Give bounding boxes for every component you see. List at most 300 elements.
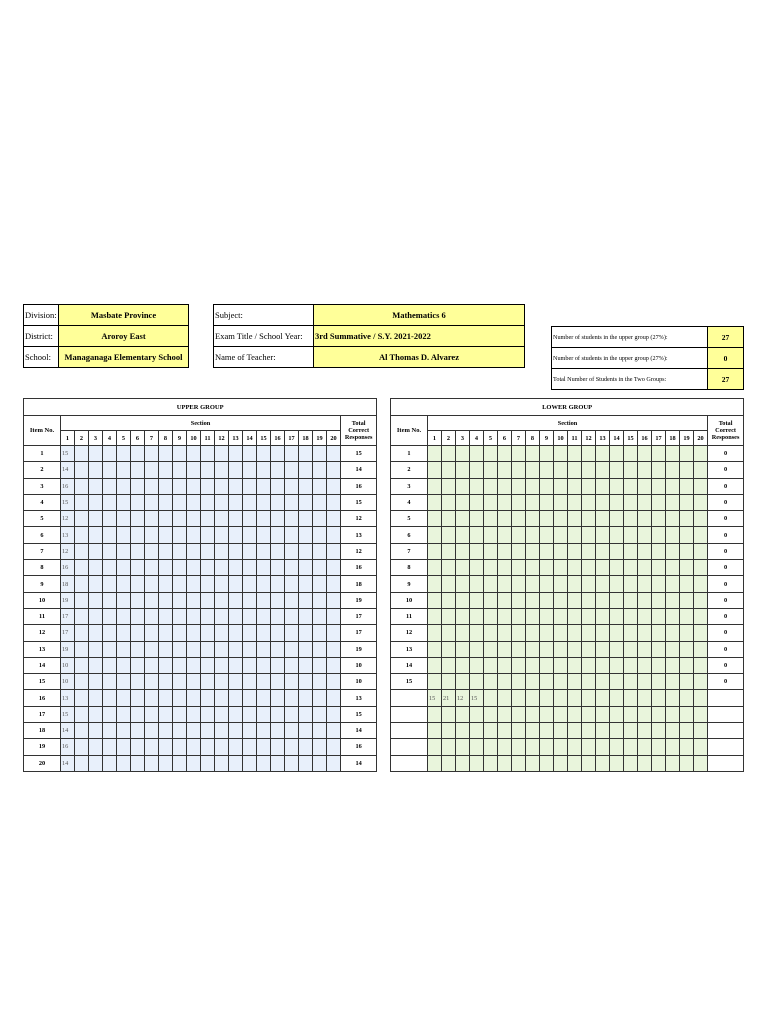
response-cell[interactable] xyxy=(554,641,568,657)
response-cell[interactable] xyxy=(428,527,442,543)
response-cell[interactable] xyxy=(442,674,456,690)
response-cell[interactable] xyxy=(470,527,484,543)
response-cell[interactable] xyxy=(201,706,215,722)
response-cell[interactable] xyxy=(498,755,512,771)
response-cell[interactable] xyxy=(568,739,582,755)
response-cell[interactable] xyxy=(117,625,131,641)
response-cell[interactable] xyxy=(694,592,708,608)
response-cell[interactable] xyxy=(89,674,103,690)
response-cell[interactable] xyxy=(652,560,666,576)
response-cell[interactable] xyxy=(624,462,638,478)
response-cell[interactable] xyxy=(313,511,327,527)
response-cell[interactable] xyxy=(201,657,215,673)
response-cell[interactable] xyxy=(554,576,568,592)
response-cell[interactable] xyxy=(652,462,666,478)
response-cell[interactable] xyxy=(229,446,243,462)
response-cell[interactable] xyxy=(540,478,554,494)
response-cell[interactable] xyxy=(215,494,229,510)
response-cell[interactable] xyxy=(442,608,456,624)
response-cell[interactable] xyxy=(666,706,680,722)
response-cell[interactable] xyxy=(526,739,540,755)
response-cell[interactable] xyxy=(666,657,680,673)
response-cell[interactable] xyxy=(299,592,313,608)
response-cell[interactable] xyxy=(680,446,694,462)
response-cell[interactable] xyxy=(484,608,498,624)
response-cell[interactable] xyxy=(313,560,327,576)
response-cell[interactable] xyxy=(271,592,285,608)
response-cell[interactable] xyxy=(271,739,285,755)
response-cell[interactable] xyxy=(554,608,568,624)
response-cell[interactable] xyxy=(442,543,456,559)
response-cell[interactable]: 13 xyxy=(61,690,75,706)
response-cell[interactable] xyxy=(145,608,159,624)
response-cell[interactable] xyxy=(582,576,596,592)
response-cell[interactable] xyxy=(103,608,117,624)
response-cell[interactable] xyxy=(257,494,271,510)
response-cell[interactable] xyxy=(638,674,652,690)
response-cell[interactable] xyxy=(596,723,610,739)
response-cell[interactable] xyxy=(75,755,89,771)
response-cell[interactable] xyxy=(159,608,173,624)
response-cell[interactable] xyxy=(610,690,624,706)
response-cell[interactable] xyxy=(173,739,187,755)
district-value[interactable]: Aroroy East xyxy=(59,326,189,347)
response-cell[interactable] xyxy=(526,690,540,706)
response-cell[interactable] xyxy=(327,446,341,462)
response-cell[interactable] xyxy=(652,641,666,657)
response-cell[interactable] xyxy=(285,706,299,722)
response-cell[interactable] xyxy=(327,674,341,690)
response-cell[interactable] xyxy=(624,625,638,641)
response-cell[interactable] xyxy=(638,706,652,722)
response-cell[interactable] xyxy=(299,608,313,624)
response-cell[interactable] xyxy=(257,625,271,641)
response-cell[interactable] xyxy=(131,543,145,559)
response-cell[interactable] xyxy=(610,446,624,462)
response-cell[interactable] xyxy=(512,494,526,510)
response-cell[interactable] xyxy=(498,543,512,559)
response-cell[interactable] xyxy=(75,478,89,494)
response-cell[interactable] xyxy=(145,527,159,543)
response-cell[interactable] xyxy=(159,494,173,510)
response-cell[interactable] xyxy=(638,446,652,462)
response-cell[interactable] xyxy=(117,739,131,755)
response-cell[interactable] xyxy=(680,576,694,592)
response-cell[interactable] xyxy=(243,527,257,543)
response-cell[interactable] xyxy=(624,478,638,494)
response-cell[interactable] xyxy=(229,511,243,527)
response-cell[interactable] xyxy=(582,592,596,608)
response-cell[interactable] xyxy=(145,462,159,478)
response-cell[interactable] xyxy=(285,511,299,527)
response-cell[interactable] xyxy=(638,739,652,755)
response-cell[interactable] xyxy=(313,608,327,624)
response-cell[interactable] xyxy=(680,511,694,527)
response-cell[interactable] xyxy=(327,641,341,657)
response-cell[interactable] xyxy=(470,723,484,739)
response-cell[interactable] xyxy=(666,478,680,494)
response-cell[interactable] xyxy=(638,478,652,494)
response-cell[interactable] xyxy=(243,706,257,722)
response-cell[interactable] xyxy=(624,723,638,739)
response-cell[interactable] xyxy=(229,560,243,576)
response-cell[interactable] xyxy=(243,723,257,739)
response-cell[interactable] xyxy=(215,674,229,690)
response-cell[interactable] xyxy=(666,494,680,510)
response-cell[interactable] xyxy=(271,674,285,690)
response-cell[interactable] xyxy=(568,511,582,527)
response-cell[interactable] xyxy=(243,592,257,608)
response-cell[interactable] xyxy=(201,641,215,657)
response-cell[interactable] xyxy=(201,446,215,462)
response-cell[interactable] xyxy=(596,527,610,543)
response-cell[interactable] xyxy=(512,608,526,624)
response-cell[interactable] xyxy=(285,739,299,755)
response-cell[interactable] xyxy=(215,706,229,722)
response-cell[interactable] xyxy=(131,625,145,641)
response-cell[interactable] xyxy=(568,560,582,576)
response-cell[interactable] xyxy=(103,723,117,739)
response-cell[interactable] xyxy=(512,625,526,641)
response-cell[interactable] xyxy=(442,755,456,771)
response-cell[interactable] xyxy=(103,494,117,510)
response-cell[interactable] xyxy=(285,462,299,478)
response-cell[interactable] xyxy=(428,494,442,510)
response-cell[interactable]: 14 xyxy=(61,755,75,771)
response-cell[interactable] xyxy=(243,674,257,690)
response-cell[interactable] xyxy=(299,527,313,543)
response-cell[interactable] xyxy=(610,723,624,739)
response-cell[interactable] xyxy=(159,543,173,559)
response-cell[interactable] xyxy=(526,641,540,657)
response-cell[interactable] xyxy=(327,739,341,755)
response-cell[interactable] xyxy=(187,494,201,510)
response-cell[interactable] xyxy=(271,625,285,641)
response-cell[interactable] xyxy=(131,755,145,771)
response-cell[interactable] xyxy=(652,755,666,771)
response-cell[interactable] xyxy=(596,592,610,608)
response-cell[interactable] xyxy=(299,674,313,690)
response-cell[interactable] xyxy=(229,478,243,494)
response-cell[interactable] xyxy=(484,592,498,608)
response-cell[interactable] xyxy=(624,706,638,722)
response-cell[interactable] xyxy=(313,478,327,494)
response-cell[interactable] xyxy=(299,478,313,494)
response-cell[interactable] xyxy=(638,511,652,527)
response-cell[interactable] xyxy=(89,608,103,624)
response-cell[interactable] xyxy=(327,706,341,722)
response-cell[interactable] xyxy=(596,446,610,462)
response-cell[interactable] xyxy=(540,592,554,608)
response-cell[interactable] xyxy=(229,706,243,722)
response-cell[interactable] xyxy=(215,560,229,576)
response-cell[interactable] xyxy=(568,674,582,690)
response-cell[interactable] xyxy=(442,511,456,527)
response-cell[interactable] xyxy=(187,674,201,690)
response-cell[interactable] xyxy=(327,657,341,673)
response-cell[interactable] xyxy=(257,641,271,657)
response-cell[interactable] xyxy=(484,690,498,706)
response-cell[interactable] xyxy=(117,592,131,608)
response-cell[interactable] xyxy=(75,723,89,739)
response-cell[interactable] xyxy=(512,576,526,592)
response-cell[interactable] xyxy=(131,494,145,510)
response-cell[interactable] xyxy=(131,511,145,527)
response-cell[interactable] xyxy=(680,560,694,576)
response-cell[interactable] xyxy=(145,706,159,722)
response-cell[interactable] xyxy=(568,576,582,592)
response-cell[interactable] xyxy=(103,478,117,494)
response-cell[interactable] xyxy=(313,723,327,739)
response-cell[interactable] xyxy=(313,755,327,771)
response-cell[interactable] xyxy=(75,494,89,510)
response-cell[interactable] xyxy=(75,576,89,592)
response-cell[interactable] xyxy=(526,657,540,673)
response-cell[interactable] xyxy=(428,543,442,559)
response-cell[interactable] xyxy=(299,755,313,771)
response-cell[interactable] xyxy=(285,446,299,462)
response-cell[interactable] xyxy=(442,527,456,543)
response-cell[interactable] xyxy=(271,446,285,462)
response-cell[interactable] xyxy=(540,690,554,706)
response-cell[interactable] xyxy=(554,511,568,527)
response-cell[interactable] xyxy=(470,560,484,576)
response-cell[interactable] xyxy=(610,494,624,510)
response-cell[interactable] xyxy=(428,560,442,576)
response-cell[interactable] xyxy=(285,608,299,624)
response-cell[interactable] xyxy=(470,657,484,673)
response-cell[interactable] xyxy=(159,462,173,478)
response-cell[interactable] xyxy=(131,657,145,673)
response-cell[interactable] xyxy=(666,462,680,478)
response-cell[interactable] xyxy=(638,462,652,478)
response-cell[interactable] xyxy=(187,739,201,755)
response-cell[interactable] xyxy=(173,462,187,478)
response-cell[interactable] xyxy=(498,560,512,576)
response-cell[interactable] xyxy=(456,494,470,510)
response-cell[interactable] xyxy=(103,674,117,690)
response-cell[interactable] xyxy=(117,576,131,592)
response-cell[interactable]: 19 xyxy=(61,641,75,657)
response-cell[interactable] xyxy=(271,560,285,576)
response-cell[interactable] xyxy=(568,690,582,706)
response-cell[interactable] xyxy=(582,739,596,755)
response-cell[interactable] xyxy=(694,446,708,462)
response-cell[interactable] xyxy=(103,527,117,543)
response-cell[interactable] xyxy=(512,462,526,478)
response-cell[interactable] xyxy=(313,592,327,608)
response-cell[interactable] xyxy=(173,706,187,722)
response-cell[interactable] xyxy=(243,690,257,706)
response-cell[interactable] xyxy=(145,494,159,510)
response-cell[interactable] xyxy=(694,576,708,592)
response-cell[interactable] xyxy=(201,755,215,771)
response-cell[interactable] xyxy=(652,625,666,641)
response-cell[interactable] xyxy=(568,706,582,722)
response-cell[interactable] xyxy=(582,462,596,478)
response-cell[interactable] xyxy=(243,462,257,478)
response-cell[interactable] xyxy=(498,657,512,673)
response-cell[interactable] xyxy=(75,625,89,641)
response-cell[interactable] xyxy=(173,494,187,510)
response-cell[interactable] xyxy=(428,657,442,673)
response-cell[interactable] xyxy=(666,592,680,608)
response-cell[interactable] xyxy=(694,494,708,510)
response-cell[interactable] xyxy=(131,576,145,592)
response-cell[interactable] xyxy=(215,723,229,739)
response-cell[interactable] xyxy=(299,494,313,510)
response-cell[interactable] xyxy=(299,641,313,657)
response-cell[interactable] xyxy=(582,527,596,543)
response-cell[interactable] xyxy=(215,755,229,771)
response-cell[interactable] xyxy=(554,657,568,673)
response-cell[interactable] xyxy=(201,560,215,576)
response-cell[interactable] xyxy=(299,706,313,722)
response-cell[interactable] xyxy=(89,511,103,527)
response-cell[interactable] xyxy=(652,446,666,462)
response-cell[interactable] xyxy=(327,723,341,739)
response-cell[interactable] xyxy=(554,560,568,576)
response-cell[interactable]: 15 xyxy=(470,690,484,706)
response-cell[interactable] xyxy=(428,446,442,462)
response-cell[interactable] xyxy=(243,446,257,462)
response-cell[interactable] xyxy=(484,576,498,592)
response-cell[interactable] xyxy=(484,723,498,739)
response-cell[interactable] xyxy=(638,527,652,543)
response-cell[interactable] xyxy=(285,543,299,559)
response-cell[interactable] xyxy=(187,592,201,608)
response-cell[interactable] xyxy=(215,625,229,641)
response-cell[interactable] xyxy=(610,543,624,559)
response-cell[interactable] xyxy=(526,706,540,722)
response-cell[interactable] xyxy=(89,690,103,706)
response-cell[interactable] xyxy=(327,608,341,624)
response-cell[interactable] xyxy=(694,560,708,576)
response-cell[interactable] xyxy=(117,511,131,527)
response-cell[interactable] xyxy=(512,690,526,706)
response-cell[interactable] xyxy=(638,641,652,657)
response-cell[interactable] xyxy=(610,706,624,722)
response-cell[interactable] xyxy=(145,511,159,527)
response-cell[interactable] xyxy=(456,462,470,478)
response-cell[interactable] xyxy=(243,478,257,494)
response-cell[interactable] xyxy=(540,674,554,690)
response-cell[interactable] xyxy=(75,511,89,527)
response-cell[interactable] xyxy=(484,674,498,690)
response-cell[interactable] xyxy=(498,739,512,755)
response-cell[interactable] xyxy=(554,478,568,494)
response-cell[interactable] xyxy=(484,446,498,462)
response-cell[interactable] xyxy=(456,446,470,462)
response-cell[interactable] xyxy=(187,446,201,462)
response-cell[interactable]: 16 xyxy=(61,739,75,755)
response-cell[interactable]: 12 xyxy=(61,511,75,527)
response-cell[interactable] xyxy=(187,755,201,771)
response-cell[interactable] xyxy=(470,446,484,462)
response-cell[interactable] xyxy=(540,527,554,543)
subject-value[interactable]: Mathematics 6 xyxy=(314,305,525,326)
response-cell[interactable] xyxy=(173,674,187,690)
response-cell[interactable]: 15 xyxy=(61,706,75,722)
response-cell[interactable]: 17 xyxy=(61,608,75,624)
response-cell[interactable] xyxy=(313,625,327,641)
response-cell[interactable] xyxy=(554,674,568,690)
response-cell[interactable] xyxy=(470,739,484,755)
response-cell[interactable]: 17 xyxy=(61,625,75,641)
response-cell[interactable] xyxy=(173,560,187,576)
response-cell[interactable] xyxy=(75,608,89,624)
response-cell[interactable] xyxy=(596,543,610,559)
response-cell[interactable] xyxy=(666,723,680,739)
response-cell[interactable] xyxy=(666,576,680,592)
response-cell[interactable] xyxy=(428,462,442,478)
stats-value[interactable]: 27 xyxy=(708,327,744,348)
response-cell[interactable] xyxy=(173,723,187,739)
response-cell[interactable] xyxy=(484,706,498,722)
response-cell[interactable] xyxy=(582,723,596,739)
response-cell[interactable] xyxy=(540,576,554,592)
response-cell[interactable] xyxy=(145,576,159,592)
response-cell[interactable] xyxy=(680,462,694,478)
response-cell[interactable] xyxy=(568,608,582,624)
response-cell[interactable] xyxy=(428,576,442,592)
response-cell[interactable] xyxy=(145,560,159,576)
response-cell[interactable] xyxy=(568,446,582,462)
response-cell[interactable] xyxy=(512,657,526,673)
response-cell[interactable] xyxy=(271,576,285,592)
response-cell[interactable] xyxy=(582,706,596,722)
response-cell[interactable] xyxy=(526,592,540,608)
response-cell[interactable] xyxy=(582,560,596,576)
response-cell[interactable] xyxy=(271,690,285,706)
response-cell[interactable] xyxy=(596,641,610,657)
response-cell[interactable] xyxy=(173,657,187,673)
response-cell[interactable] xyxy=(470,755,484,771)
response-cell[interactable] xyxy=(285,723,299,739)
response-cell[interactable] xyxy=(117,527,131,543)
response-cell[interactable] xyxy=(201,739,215,755)
response-cell[interactable]: 21 xyxy=(442,690,456,706)
response-cell[interactable]: 16 xyxy=(61,560,75,576)
response-cell[interactable] xyxy=(75,446,89,462)
response-cell[interactable] xyxy=(285,527,299,543)
response-cell[interactable] xyxy=(666,527,680,543)
response-cell[interactable] xyxy=(428,592,442,608)
response-cell[interactable] xyxy=(470,494,484,510)
response-cell[interactable] xyxy=(89,625,103,641)
response-cell[interactable] xyxy=(257,608,271,624)
response-cell[interactable] xyxy=(117,462,131,478)
response-cell[interactable] xyxy=(470,576,484,592)
response-cell[interactable] xyxy=(428,755,442,771)
response-cell[interactable] xyxy=(554,706,568,722)
response-cell[interactable] xyxy=(201,592,215,608)
response-cell[interactable] xyxy=(484,641,498,657)
response-cell[interactable] xyxy=(666,543,680,559)
response-cell[interactable] xyxy=(638,755,652,771)
response-cell[interactable] xyxy=(540,625,554,641)
response-cell[interactable] xyxy=(568,494,582,510)
stats-value[interactable]: 27 xyxy=(708,369,744,390)
response-cell[interactable] xyxy=(666,446,680,462)
response-cell[interactable] xyxy=(103,592,117,608)
response-cell[interactable] xyxy=(428,739,442,755)
response-cell[interactable] xyxy=(229,690,243,706)
response-cell[interactable] xyxy=(229,641,243,657)
response-cell[interactable] xyxy=(498,462,512,478)
response-cell[interactable] xyxy=(145,755,159,771)
response-cell[interactable] xyxy=(201,576,215,592)
